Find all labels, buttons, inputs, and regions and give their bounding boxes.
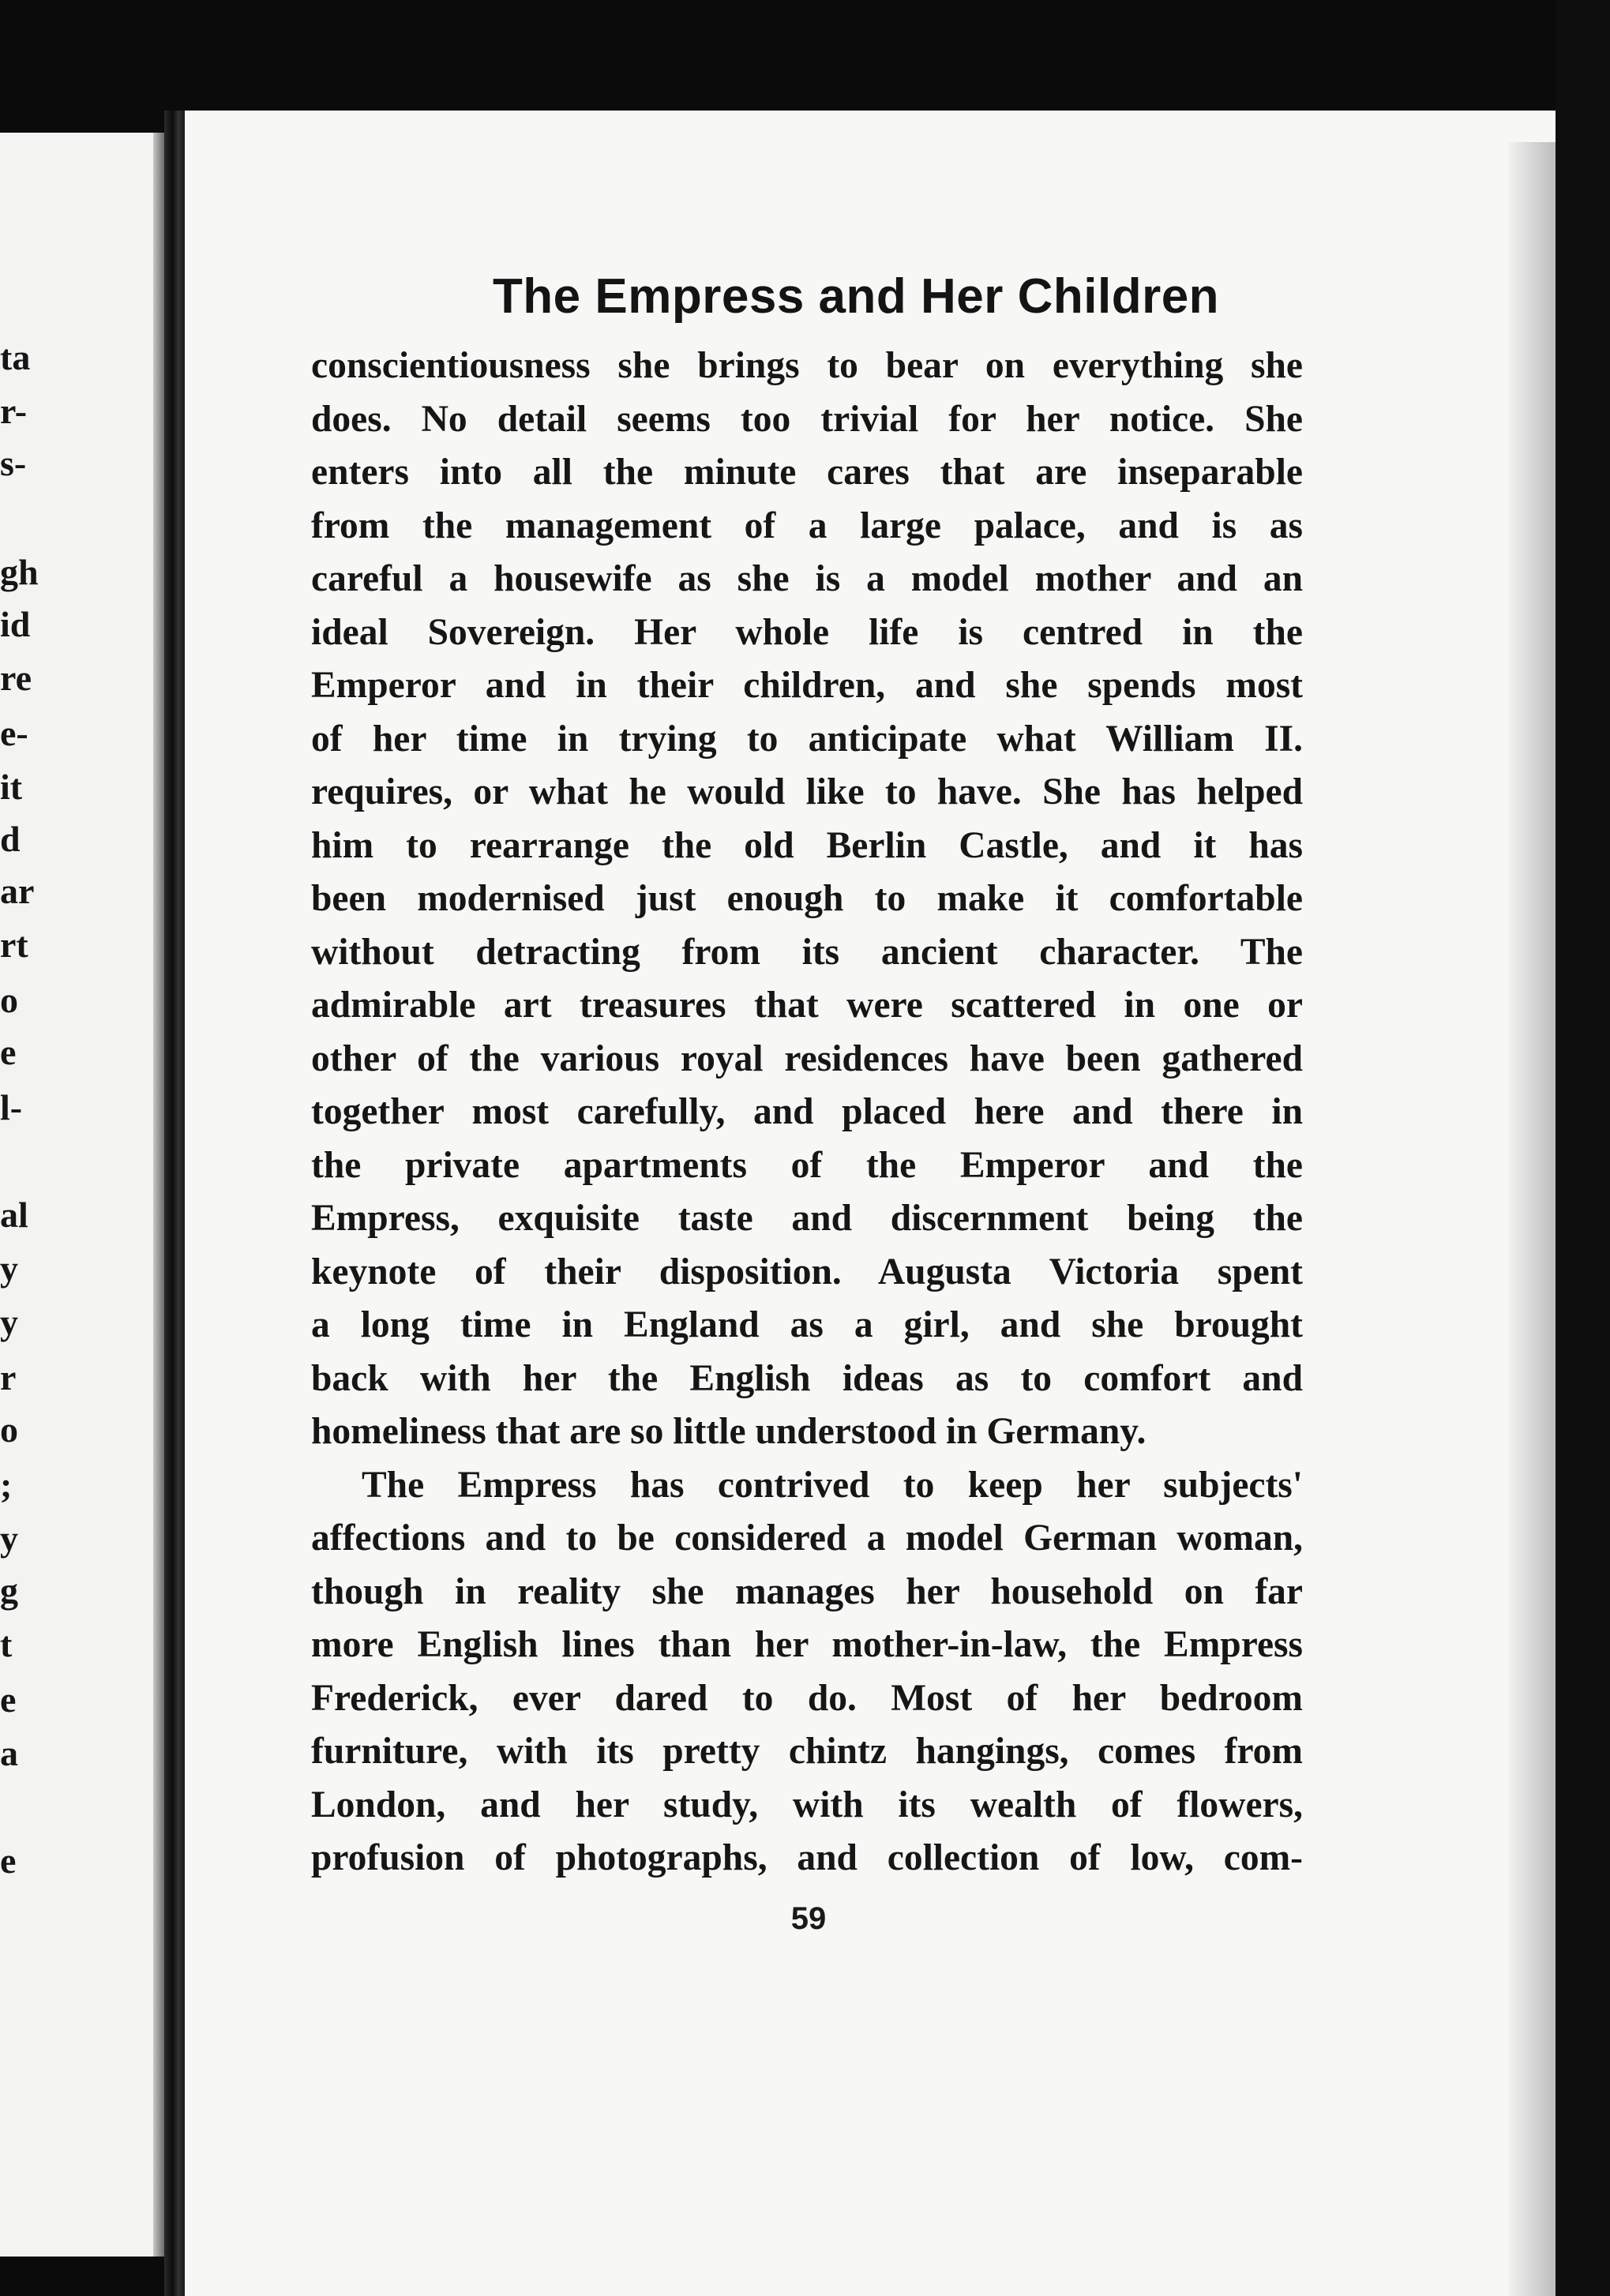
text-line-11: been modernised just enough to make it comfortable <box>311 878 1303 919</box>
left-gutter-shadow <box>153 133 164 2257</box>
fragment-21: y <box>0 1518 18 1559</box>
book-spine <box>164 111 185 2296</box>
text-line-23: affections and to be considered a model German woman, <box>311 1518 1303 1559</box>
text-line-13: admirable art treasures that were scattered in one or <box>311 985 1303 1026</box>
text-line-8: of her time in trying to anticipate what William II. <box>311 718 1303 760</box>
facing-page-text-fragments <box>0 133 150 2257</box>
fragment-20: ; <box>0 1465 13 1505</box>
fragment-12: o <box>0 980 18 1020</box>
fragment-26: e <box>0 1840 17 1881</box>
text-line-4: from the management of a large palace, and is as <box>311 505 1303 546</box>
fragment-14: l- <box>0 1087 23 1127</box>
text-line-7: Emperor and in their children, and she spends most <box>311 665 1303 706</box>
text-line-14: other of the various royal residences have been gathered <box>311 1037 1303 1079</box>
facing-page-fragment <box>0 133 164 2257</box>
fragment-16: y <box>0 1248 18 1289</box>
fragment-4: gh <box>0 552 39 592</box>
text-line-26: Frederick, ever dared to do. Most of her bedroom <box>311 1677 1303 1719</box>
page-number: 59 <box>790 1901 827 1936</box>
text-line-29: profusion of photographs, and collection of low, com- <box>311 1837 1303 1878</box>
text-line-24: though in reality she manages her household on far <box>311 1570 1303 1612</box>
text-line-6: ideal Sovereign. Her whole life is centred in the <box>311 611 1303 653</box>
fragment-18: r <box>0 1357 17 1397</box>
fragment-5: id <box>0 604 31 644</box>
fragment-13: e <box>0 1032 17 1072</box>
text-line-9: requires, or what he would like to have. She has helped <box>311 771 1303 812</box>
text-line-18: keynote of their disposition. Augusta Victoria spent <box>311 1251 1303 1292</box>
fragment-24: e <box>0 1679 17 1720</box>
fragment-1: ta <box>0 337 31 377</box>
book-page <box>185 111 1556 2296</box>
page-body-text <box>311 340 1303 1885</box>
fragment-22: g <box>0 1570 18 1611</box>
text-line-16: the private apartments of the Emperor and the <box>311 1144 1303 1186</box>
text-line-15: together most carefully, and placed here and there in <box>311 1091 1303 1132</box>
text-line-19: a long time in England as a girl, and she brought <box>311 1304 1303 1345</box>
text-line-2: does. No detail seems too trivial for her notice. She <box>311 398 1303 440</box>
text-line-25: more English lines than her mother-in-law, the Empress <box>311 1624 1303 1665</box>
fragment-23: t <box>0 1624 13 1664</box>
fragment-7: e- <box>0 713 28 753</box>
fragment-2: r- <box>0 391 28 431</box>
text-line-21: homeliness that are so little understood in Germany. <box>311 1411 1147 1452</box>
text-line-1: conscientiousness she brings to bear on everything she <box>311 345 1303 386</box>
text-line-5: careful a housewife as she is a model mother and an <box>311 558 1303 599</box>
fragment-15: al <box>0 1195 28 1235</box>
running-head: The Empress and Her Children <box>492 269 1220 324</box>
fragment-19: o <box>0 1409 18 1450</box>
page-right-edge <box>1508 142 1556 2296</box>
text-line-27: furniture, with its pretty chintz hangings, comes from <box>311 1731 1303 1772</box>
fragment-25: a <box>0 1733 18 1773</box>
fragment-6: re <box>0 658 32 698</box>
fragment-3: s- <box>0 443 27 483</box>
text-line-22: The Empress has contrived to keep her subjects' <box>362 1464 1303 1506</box>
text-line-17: Empress, exquisite taste and discernment being the <box>311 1198 1303 1239</box>
fragment-11: rt <box>0 925 28 965</box>
text-line-3: enters into all the minute cares that are inseparable <box>311 452 1303 493</box>
text-line-20: back with her the English ideas as to comfort and <box>311 1357 1303 1399</box>
fragment-9: d <box>0 819 21 859</box>
fragment-10: ar <box>0 871 35 911</box>
text-line-12: without detracting from its ancient character. The <box>311 931 1303 973</box>
text-line-28: London, and her study, with its wealth of flowers, <box>311 1784 1303 1825</box>
text-line-10: him to rearrange the old Berlin Castle, and it has <box>311 824 1303 866</box>
fragment-8: it <box>0 767 23 807</box>
scan-right-margin <box>1556 0 1610 2296</box>
fragment-17: y <box>0 1302 18 1342</box>
